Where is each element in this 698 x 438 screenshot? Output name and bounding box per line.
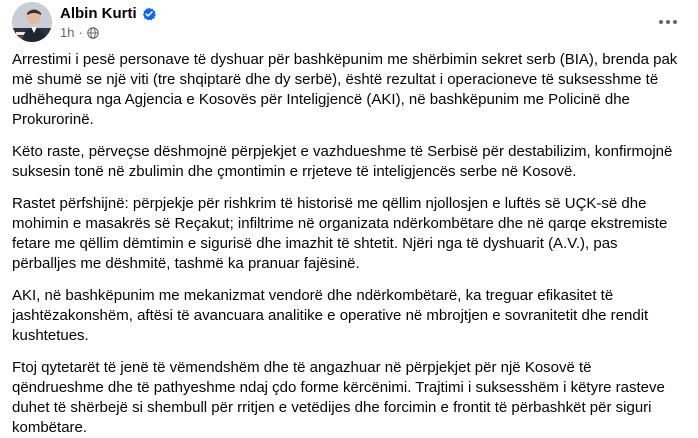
post-paragraph-2: Këto raste, përveçse dëshmojnë përpjekjet e vazhdueshme të Serbisë për destabilizim, konfirmojnë suksesin tonë në zbulimin dhe çmontimin e rrjeteve të inteligjencës serbe në Kosovë. (12, 143, 673, 180)
avatar-photo (12, 2, 52, 42)
post-paragraph-1: Arrestimi i pesë personave të dyshuar për bashkëpunim me shërbimin sekret serb (BIA), brenda pak më shumë se një viti (tre shqiptarë dhe dy serbë), është rezultat i operacioneve të suksesshme të udhëhequra nga Agjencia e Kosovës për Inteligjencë (AKI), në bashkëpunim me Policinë dhe Prokurorinë. (12, 51, 678, 128)
more-horizontal-icon (658, 19, 678, 25)
separator-dot: · (78, 25, 83, 40)
author-row (60, 4, 156, 24)
post-paragraph-4: AKI, në bashkëpunim me mekanizmat vendorë dhe ndërkombëtarë, ka treguar efikasitet të jashtëzakonshëm, aftësi të avancuara analitike e operative në mbrojtjen e sovranitetit dhe rendit kushtetues. (12, 287, 649, 344)
post-header (12, 0, 686, 50)
post-paragraph-5: Ftoj qytetarët të jenë të vëmendshëm dhe të angazhuar në përpjekjet për një Kosovë të qëndrueshme dhe të pathyeshme ndaj çdo forme kërcënimi. Trajtimi i suksesshëm i këtyre rasteve duhet të shërbejë si shembull për rritjen e vetëdijes dhe forcimin e frontit të përbashkët për siguri kombëtare. (12, 359, 665, 436)
author-avatar[interactable] (12, 2, 52, 42)
post-meta (60, 2, 156, 42)
post-subline (60, 24, 156, 42)
post-body (12, 50, 686, 438)
globe-icon[interactable] (87, 27, 99, 39)
more-options-button[interactable] (650, 4, 686, 40)
verified-badge-icon (142, 7, 156, 21)
post-paragraph-3: Rastet përfshijnë: përpjekje për rishkrim të historisë me qëllim njollosjen e luftës së UÇK-së dhe mohimin e masakrës së Reçakut; infiltrime në organizata ndërkombëtare dhe në qarqe ekstremiste fetare me qëllim dëmtimin e sigurisë dhe imazhit të shtetit. Njëri nga të dyshuarit (A.V.), pas përballjes me dëshmitë, tashmë ka pranuar fajësinë. (12, 195, 668, 272)
author-name[interactable]: Albin Kurti (60, 5, 137, 22)
post-timestamp[interactable]: 1h (60, 25, 75, 40)
